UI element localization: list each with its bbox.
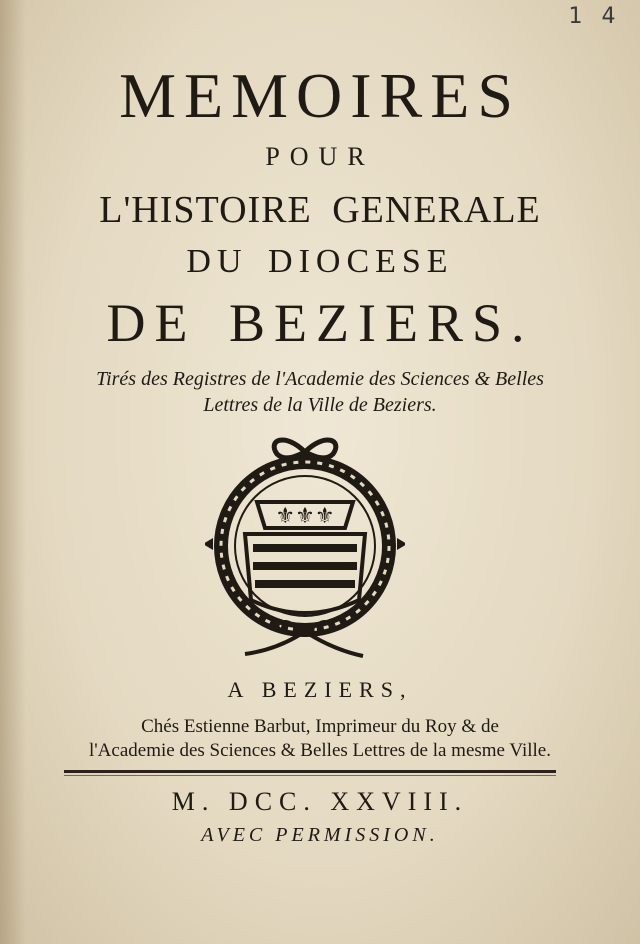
corner-pencil-note: 1 4 — [568, 4, 622, 29]
divider-rule — [64, 770, 556, 773]
permission-note: AVEC PERMISSION. — [201, 824, 439, 846]
imprint-printer-line-1: Chés Estienne Barbut, Imprimeur du Roy & de — [141, 716, 499, 737]
title-line-3: L'HISTOIRE GENERALE — [99, 189, 541, 231]
title-line-2: POUR — [265, 142, 375, 171]
title-line-1: MEMOIRES — [119, 60, 521, 131]
title-line-4: DU DIOCESE — [186, 243, 454, 280]
divider-rule-thin — [64, 775, 556, 776]
imprint-printer-line-2: l'Academie des Sciences & Belles Lettres de la mesme Ville. — [88, 740, 551, 761]
subtitle-line-2: Lettres de la Ville de Beziers. — [203, 394, 437, 416]
subtitle-line-1: Tirés des Registres de l'Academie des Sciences & Belles — [96, 368, 544, 390]
imprint-date: M. DCC. XXVIII. — [171, 787, 469, 816]
imprint-place: A BEZIERS, — [227, 677, 413, 702]
svg-text:⚜⚜⚜: ⚜⚜⚜ — [275, 504, 335, 529]
title-line-5: DE BEZIERS. — [106, 293, 534, 353]
coat-of-arms-wreath-icon — [205, 430, 405, 660]
